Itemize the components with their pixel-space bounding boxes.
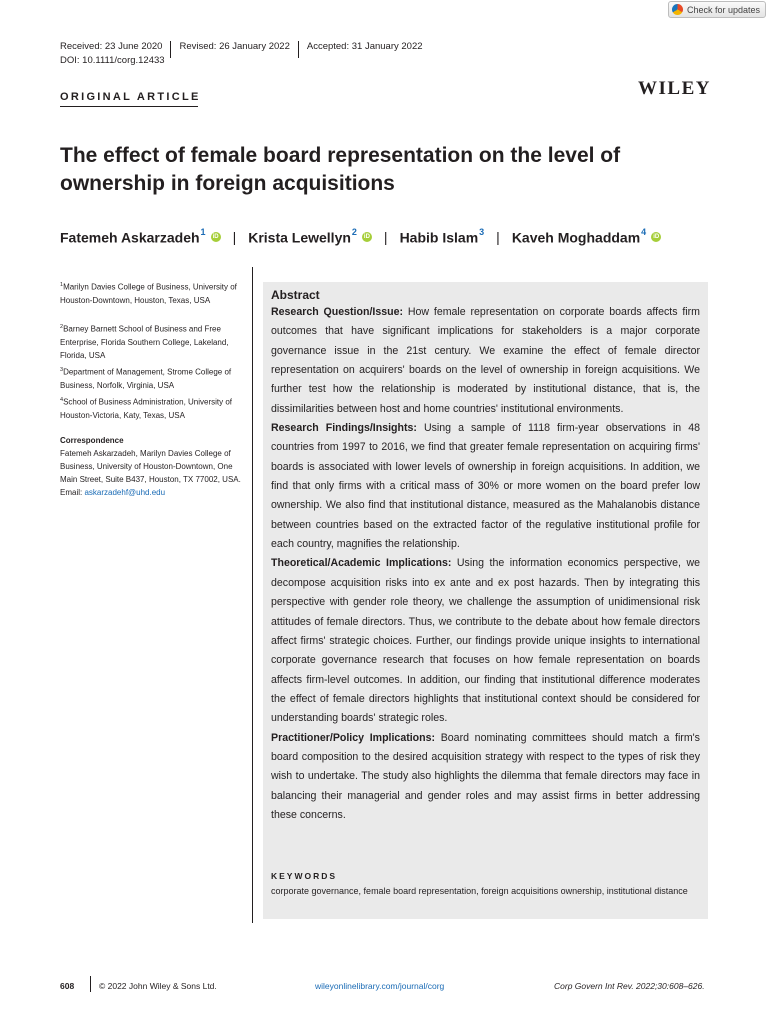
abstract-section: Research Findings/Insights: Using a sample of 1118 firm-year observations in 48 countries from 1997 to 2016, we find that greater female representation on acquiring firms' boards is associated with lower levels of ownership in foreign acquisitions. In addition, we find that only firms with a critical mass of 30% or more women on the board prefer low ownership. We also find that institutional distance, measured as the Mahalanobis distance between countries based on the extracted factor of the regulative institutional profile for each country, magnifies the relationship.	[271, 422, 700, 551]
abstract	[271, 287, 700, 825]
journal-url-link[interactable]: wileyonlinelibrary.com/journal/corg	[315, 981, 445, 991]
crossmark-icon	[672, 4, 683, 15]
affiliation: $^3$Department of Management, Strome College of Business, Norfolk, Virginia, USA	[60, 367, 232, 390]
affiliation: $^4$School of Business Administration, University of Houston-Victoria, Katy, Texas, USA	[60, 397, 233, 420]
correspondence-label: Correspondence	[60, 436, 124, 445]
page-number: 608	[60, 981, 75, 991]
affiliation: $^1$Marilyn Davies College of Business, University of Houston-Downtown, Houston, Texas, USA	[60, 282, 237, 305]
footer-divider	[90, 976, 91, 992]
author[interactable]: Fatemeh Askarzadeh$^1$	[60, 227, 206, 246]
author[interactable]: Kaveh Moghaddam$^4$	[511, 227, 647, 246]
affiliation: $^2$Barney Barnett School of Business and Free Enterprise, Florida Southern College, Lakeland, Florida, USA	[60, 324, 229, 360]
abstract-section: Research Question/Issue: How female representation on corporate boards affects firm outcomes that have significant implications for stakeholders is a major corporate governance issue in the 21st century. We examine the effect of female director representation on acquirers' boards on the level of ownership in foreign acquisitions. We further test how the relationship is moderated by institutional distance, that is, the dissimilarities between host and home countries' institutional environments.	[271, 306, 700, 415]
check-for-updates-label: Check for updates	[687, 4, 761, 15]
author[interactable]: Habib Islam$^3$	[399, 227, 485, 246]
correspondence	[60, 434, 243, 499]
received-date: Received: 23 June 2020	[60, 41, 163, 52]
check-for-updates-button[interactable]	[668, 1, 766, 18]
email-label: Email:	[60, 488, 85, 497]
keywords-label: KEYWORDS	[271, 871, 338, 881]
divider	[298, 41, 299, 58]
article-type-rule	[60, 106, 198, 107]
author-separator: |	[383, 229, 388, 246]
column-divider	[252, 267, 253, 923]
divider	[170, 41, 171, 58]
abstract-section: Theoretical/Academic Implications: Using the information economics perspective, we decompose acquisition risks into ex ante and ex post hazards. Then by integrating this perspective with gender role theory, we challenge the assumption of unidimensional risk attitudes of female directors. Thus, we contribute to the debate about how female directors affect firms' strategic choices. Further, our findings provide unique insights to international corporate governance research that focuses on how female representation on boards affects firm-level outcomes. In addition, our finding that institutional difference moderates the effect of female directors highlights that institutional context should be considered for understanding boards' strategic roles.	[271, 557, 701, 725]
orcid-icon[interactable]: iD	[212, 234, 219, 241]
author-separator: |	[496, 229, 500, 246]
publisher-logo: WILEY	[638, 78, 711, 99]
citation: Corp Govern Int Rev. 2022;30:608–626.	[554, 981, 705, 991]
keywords-list: corporate governance, female board representation, foreign acquisitions ownership, institutional distance	[271, 886, 688, 896]
abstract-section: Practitioner/Policy Implications: Board nominating committees should match a firm's board composition to the desired acquisition strategy with respect to the types of risk they wish to undertake. The study also highlights the dilemma that female directors may face in balancing their managerial and gender roles and may assist firms in better addressing these concerns.	[271, 731, 700, 821]
author-list	[60, 229, 661, 246]
history-dates	[60, 38, 423, 55]
article-type: ORIGINAL ARTICLE	[60, 91, 201, 103]
orcid-icon[interactable]: iD	[653, 234, 660, 241]
email-link[interactable]: askarzadehf@uhd.edu	[84, 488, 166, 497]
accepted-date: Accepted: 31 January 2022	[306, 41, 423, 52]
copyright: © 2022 John Wiley & Sons Ltd.	[99, 981, 217, 991]
revised-date: Revised: 26 January 2022	[179, 41, 290, 52]
author[interactable]: Krista Lewellyn$^2$	[248, 227, 357, 246]
abstract-heading: Abstract	[271, 288, 320, 302]
orcid-icon[interactable]: iD	[363, 234, 370, 241]
author-separator: |	[232, 229, 237, 246]
correspondence-address: Fatemeh Askarzadeh, Marilyn Davies College of Business, University of Houston-Downtown, One Main Street, Suite B437, Houston, TX 77002, USA.	[60, 449, 241, 484]
doi[interactable]: DOI: 10.1111/corg.12433	[60, 55, 165, 66]
article-title: The effect of female board representation on the level of ownership in foreign acquisitions	[60, 144, 621, 195]
